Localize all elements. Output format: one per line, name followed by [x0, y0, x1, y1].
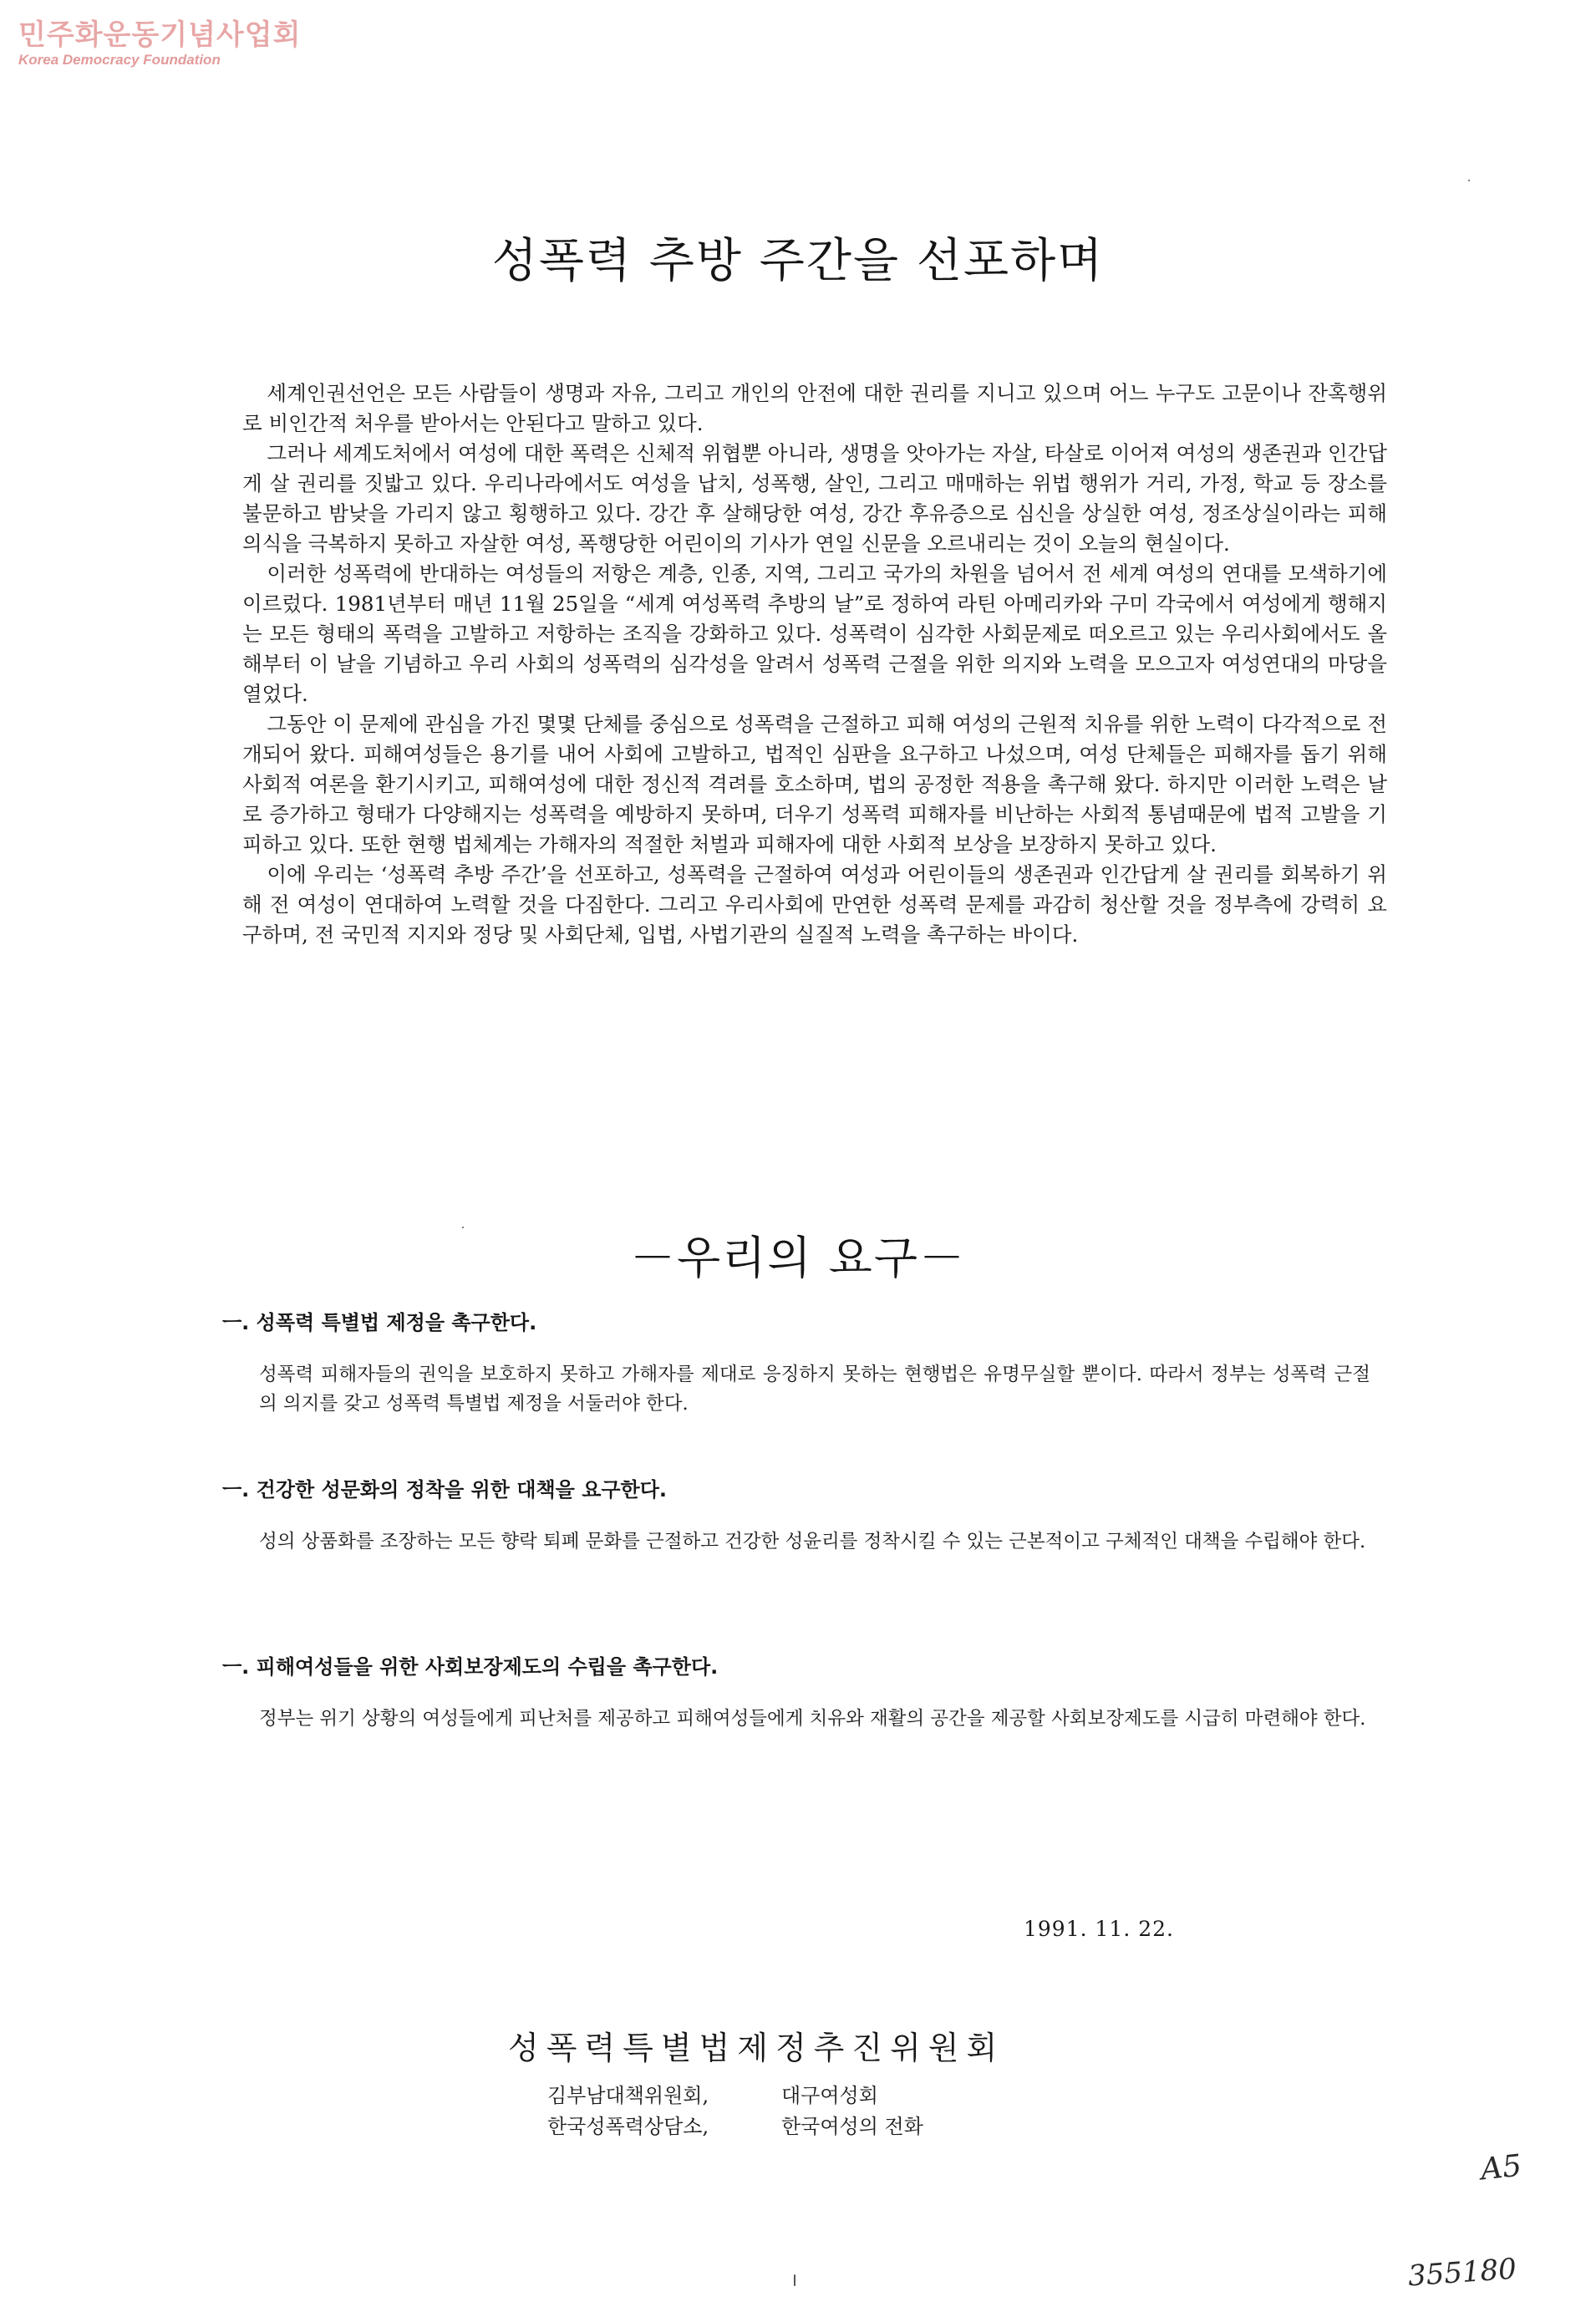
demand-body: 정부는 위기 상황의 여성들에게 피난처를 제공하고 피해여성들에게 치유와 재활의 공간을 제공할 사회보장제도를 시급히 마련해야 한다. — [259, 1708, 1366, 1730]
demand-heading: ㅡ. 성폭력 특별법 제정을 촉구한다. — [222, 1311, 537, 1334]
member-org: 대구여성회 — [781, 2084, 878, 2107]
watermark-logo — [18, 18, 301, 69]
paragraph: 그러나 세계도처에서 여성에 대한 폭력은 신체적 위협뿐 아니라, 생명을 앗아가는 자살, 타살로 이어져 여성의 생존권과 인간답게 살 권리를 짓밟고 있다. 우리나라에서도 여성을 납치, 성폭행, 살인, 그리고 매매하는 위법 행위가 거리, 가정, 학교 등 장소를 불문하고 밤낮을 가리지 않고 횡행하고 있다. 강간 후 살해당한 여성, 강간 후유증으로 심신을 상실한 여성, 정조상실이라는 피해의식을 극복하지 못하고 자살한 여성, 폭행당한 어린이의 기사가 연일 신문을 오르내리는 것이 오늘의 현실이다. — [242, 441, 1387, 556]
handwritten-page-mark: A5 — [1478, 2148, 1523, 2187]
paragraph: 그동안 이 문제에 관심을 가진 몇몇 단체를 중심으로 성폭력을 근절하고 피해 여성의 근원적 치유를 위한 노력이 다각적으로 전개되어 왔다. 피해여성들은 용기를 내어 사회에 고발하고, 법적인 심판을 요구하고 나섰으며, 여성 단체들은 피해자를 돕기 위해 사회적 여론을 환기시키고, 피해여성에 대한 정신적 격려를 호소하며, 법의 공정한 적용을 촉구해 왔다. 하지만 이러한 노력은 날로 증가하고 형태가 다양해지는 성폭력을 예방하지 못하며, 더우기 성폭력 피해자를 비난하는 사회적 통념때문에 법적 고발을 기피하고 있다. 또한 현행 법체계는 가해자의 적절한 처벌과 피해자에 대한 사회적 보상을 보장하지 못하고 있다. — [242, 712, 1387, 856]
committee-name: 성폭력특별법제정추진위원회 — [508, 2030, 1005, 2066]
scan-speck — [462, 1227, 464, 1228]
demand-item — [222, 1653, 1392, 1734]
watermark-korean: 민주화운동기념사업회 — [18, 18, 302, 52]
member-org: 김부남대책위원회, — [547, 2084, 709, 2107]
demand-heading: ㅡ. 건강한 성문화의 정착을 위한 대책을 요구한다. — [222, 1478, 668, 1501]
demand-item — [222, 1308, 1392, 1476]
paragraph: 세계인권선언은 모든 사람들이 생명과 자유, 그리고 개인의 안전에 대한 권리를 지니고 있으며 어느 누구도 고문이나 잔혹행위로 비인간적 처우를 받아서는 안된다고 말하고 있다. — [242, 381, 1387, 435]
demand-heading: ㅡ. 피해여성들을 위한 사회보장제도의 수립을 촉구한다. — [222, 1655, 719, 1679]
document-title: 성폭력 추방 주간을 선포하며 — [491, 234, 1105, 288]
scan-speck — [794, 2274, 795, 2286]
demand-item — [222, 1476, 1392, 1653]
demand-body: 성의 상품화를 조장하는 모든 향락 퇴폐 문화를 근절하고 건강한 성윤리를 정착시킬 수 있는 근본적이고 구체적인 대책을 수립해야 한다. — [259, 1531, 1366, 1552]
demand-body: 성폭력 피해자들의 권익을 보호하지 못하고 가해자를 제대로 응징하지 못하는 현행법은 유명무실할 뿐이다. 따라서 정부는 성폭력 근절의 의지를 갖고 성폭력 특별법 제정을 서둘러야 한다. — [259, 1364, 1370, 1415]
scan-speck — [1468, 180, 1470, 181]
demands-list — [222, 1308, 1392, 1734]
member-organizations — [547, 2081, 923, 2142]
member-org: 한국여성의 전화 — [781, 2115, 923, 2138]
member-org: 한국성폭력상담소, — [547, 2115, 709, 2138]
paragraph: 이러한 성폭력에 반대하는 여성들의 저항은 계층, 인종, 지역, 그리고 국가의 차원을 넘어서 전 세계 여성의 연대를 모색하기에 이르렀다. 1981년부터 매년 11월 25일을 “세계 여성폭력 추방의 날”로 정하여 라틴 아메리카와 구미 각국에서 여성에게 행해지는 모든 형태의 폭력을 고발하고 저항하는 조직을 강화하고 있다. 성폭력이 심각한 사회문제로 떠오르고 있는 우리사회에서도 올해부터 이 날을 기념하고 우리 사회의 성폭력의 심각성을 알려서 성폭력 근절을 위한 의지와 노력을 모으고자 여성연대의 마당을 열었다. — [242, 561, 1387, 706]
demands-title: －우리의 요구－ — [630, 1232, 966, 1284]
paragraph: 이에 우리는 ‘성폭력 추방 주간’을 선포하고, 성폭력을 근절하여 여성과 어린이들의 생존권과 인간답게 살 권리를 회복하기 위해 전 여성이 연대하여 노력할 것을 다짐한다. 그리고 우리사회에 만연한 성폭력 문제를 과감히 청산할 것을 정부측에 강력히 요구하며, 전 국민적 지지와 정당 및 사회단체, 입법, 사법기관의 실질적 노력을 촉구하는 바이다. — [242, 862, 1387, 947]
member-row — [547, 2111, 923, 2142]
member-row — [547, 2081, 923, 2111]
document-date: 1991. 11. 22. — [1024, 1917, 1174, 1941]
watermark-english: Korea Democracy Foundation — [18, 52, 221, 68]
declaration-body — [242, 379, 1387, 950]
handwritten-number: 355180 — [1406, 2252, 1518, 2294]
